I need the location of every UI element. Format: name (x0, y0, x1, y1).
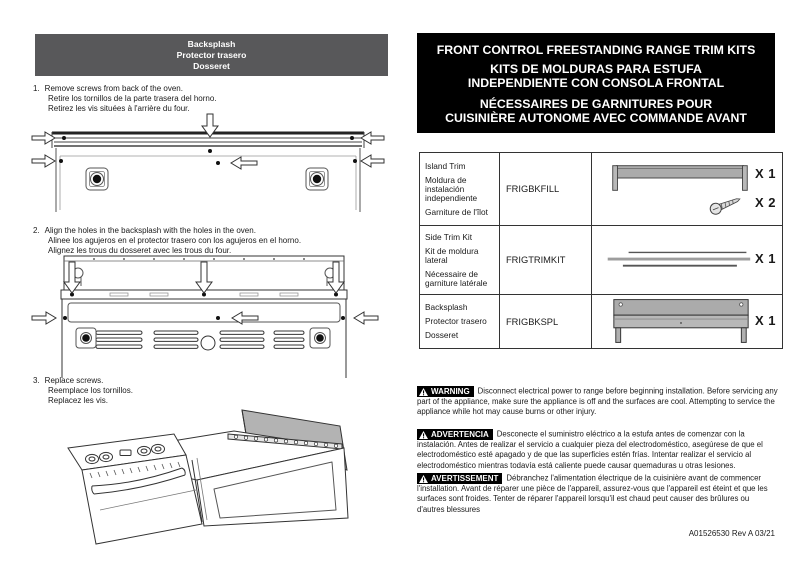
step-2 (33, 226, 301, 256)
kit-name-es: Moldura de instalación independiente (425, 174, 478, 203)
kit-image-cell (592, 295, 782, 348)
kit-name-es: Kit de moldura lateral (425, 245, 479, 265)
step-1-text-es: Retire los tornillos de la parte trasera del horno. (48, 94, 217, 103)
warning-triangle-icon (419, 388, 428, 396)
right-mounting-plate (310, 328, 330, 348)
warning-es (417, 429, 778, 471)
step-1-text-fr: Retirez les vis situées à l'arrière du four. (48, 104, 190, 113)
kit-image-cell (592, 153, 782, 226)
backsplash-illustration (608, 296, 754, 346)
step-2-number: 2. (33, 226, 40, 235)
step-3-text-en: Replace screws. (44, 376, 104, 385)
kit-image-cell (592, 226, 782, 295)
warning-triangle-icon (419, 475, 428, 483)
warning-label: WARNING (431, 387, 470, 396)
step-1-number: 1. (33, 84, 40, 93)
table-row-island-trim-names (420, 153, 500, 226)
step-3-text-es: Reemplace los tornillos. (48, 386, 133, 395)
oven-door (82, 455, 202, 544)
step-3-number: 3. (33, 376, 40, 385)
part-number: FRIGTRIMKIT (500, 226, 592, 295)
title-line-en: FRONT CONTROL FREESTANDING RANGE TRIM KITS (436, 43, 756, 57)
step-2-text-fr: Alignez les trous du dosseret avec les trous du four. (48, 246, 232, 255)
part-number: FRIGBKFILL (500, 153, 592, 226)
right-mounting-plate (306, 168, 328, 190)
warning-text: Débranchez l'alimentation électrique de la cuisinière avant de commencer l'installation. Avant de réparer une pièce de l'appareil, assurez-vous que l'appareil est éteint et que les surfaces sont froides. Tenter de réparer l'appareil lorsqu'il est chaud peut causer des brûlures ou d'autres blessures (417, 473, 768, 514)
backsplash-section-header (35, 34, 388, 76)
left-arrow-icon (231, 157, 257, 169)
screw-illustration (708, 193, 742, 217)
left-mounting-plate (86, 168, 108, 190)
kit-name-fr: Garniture de l'îlot (425, 206, 488, 217)
quantity-label: X 1 (754, 166, 776, 181)
part-number: FRIGBKSPL (500, 295, 592, 348)
warning-fr (417, 473, 778, 515)
step-3-text-fr: Replacez les vis. (48, 396, 109, 405)
right-arrow-icon (32, 155, 55, 167)
step-1-diagram (30, 112, 386, 222)
warning-label: ADVERTENCIA (431, 430, 489, 439)
warning-badge (417, 473, 502, 484)
table-row-backsplash-names (420, 295, 500, 348)
warning-badge (417, 429, 493, 440)
header-line-fr: Dosseret (193, 60, 230, 71)
step-2-diagram (30, 254, 380, 378)
kits-table (419, 152, 783, 349)
side-trim-strips-illustration (602, 248, 754, 272)
warning-label: AVERTISSEMENT (431, 474, 499, 483)
header-line-es: Protector trasero (176, 49, 247, 60)
warning-triangle-icon (419, 431, 428, 439)
left-arrow-icon (354, 312, 378, 324)
kit-name-en: Backsplash (425, 302, 468, 312)
warning-en (417, 386, 778, 418)
step-3-diagram (52, 398, 388, 548)
quantity-label: X 2 (754, 195, 776, 210)
kit-name-es: Protector trasero (425, 316, 487, 326)
left-mounting-plate (76, 328, 96, 348)
warning-badge (417, 386, 474, 397)
kits-title-banner (417, 33, 775, 133)
step-1 (33, 84, 217, 114)
left-arrow-icon (361, 155, 384, 167)
kit-name-en: Side Trim Kit (425, 231, 473, 242)
kit-name-en: Island Trim (425, 160, 466, 171)
table-row-side-trim-names (420, 226, 500, 295)
title-line-es: KITS DE MOLDURAS PARA ESTUFA INDEPENDIENTE CON CONSOLA FRONTAL (467, 62, 725, 90)
quantity-label: X 1 (754, 251, 776, 266)
warning-text: Desconecte el suministro eléctrico a la estufa antes de comenzar con la instalación. Antes de realizar el servicio a cualquier pieza del electrodoméstico, asegúrese de que el electrodoméstico esté apagado y de que las superficies estén frías. Intentar realizar el servicio al electrodoméstico mientras todavía está caliente puede causar quemaduras u otras lesiones. (417, 429, 763, 470)
title-line-fr: NÉCESSAIRES DE GARNITURES POUR CUISINIÈRE AUTONOME AVEC COMMANDE AVANT (445, 97, 747, 125)
kit-name-fr: Dosseret (425, 330, 459, 340)
quantity-label: X 1 (754, 313, 776, 328)
header-line-en: Backsplash (187, 38, 236, 49)
document-number: A01526530 Rev A 03/21 (688, 529, 775, 538)
island-trim-illustration (606, 160, 754, 196)
step-2-text-en: Align the holes in the backsplash with the holes in the oven. (44, 226, 256, 235)
right-arrow-icon (32, 312, 56, 324)
step-1-text-en: Remove screws from back of the oven. (44, 84, 183, 93)
warning-text: Disconnect electrical power to range before beginning installation. Before servicing any part of the appliance, make sure the appliance is off and the surfaces are cool. Attempting to service the appliance while hot may cause burns or other injury. (417, 386, 778, 417)
step-2-text-es: Alinee los agujeros en el protector trasero con los agujeros en el horno. (48, 236, 302, 245)
kit-name-fr: Nécessaire de garniture latérale (425, 268, 488, 288)
